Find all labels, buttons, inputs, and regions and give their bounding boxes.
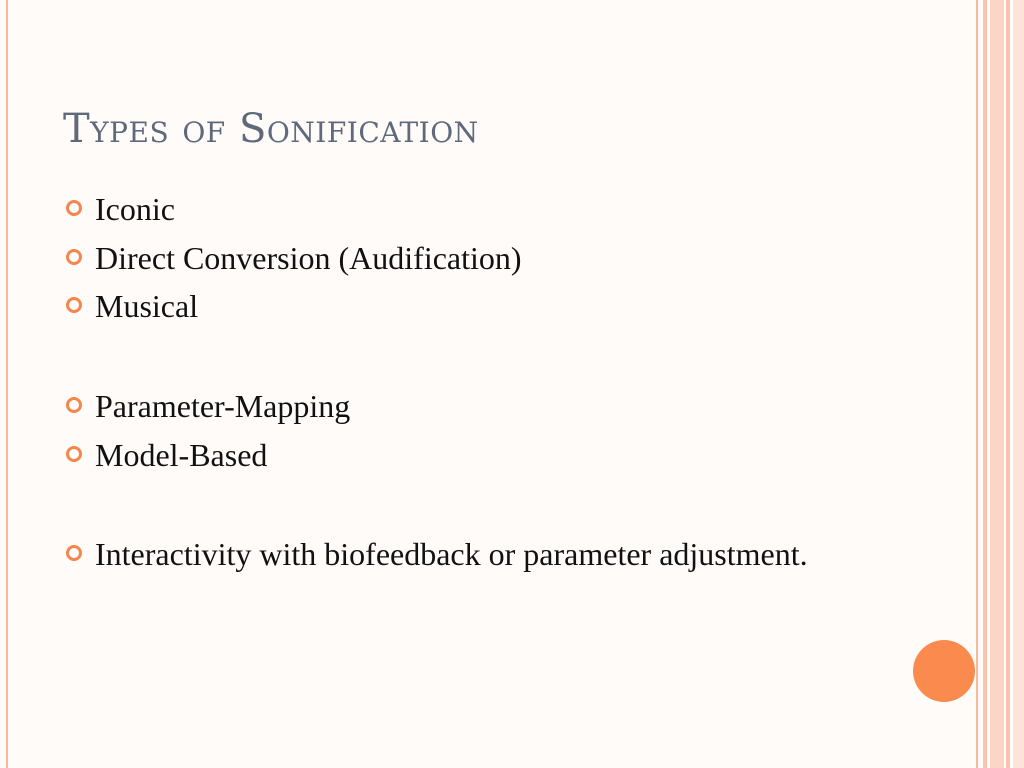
- bullet-text: Direct Conversion (Audification): [95, 240, 522, 276]
- bullet-text: Parameter-Mapping: [95, 388, 351, 424]
- circle-bullet-icon: [66, 545, 82, 561]
- bullet-item: [66, 386, 896, 426]
- bullet-item: [66, 238, 896, 278]
- circle-bullet-icon: [66, 297, 82, 313]
- circle-bullet-icon: [66, 397, 82, 413]
- circle-bullet-icon: [66, 200, 82, 216]
- bullet-text: Interactivity with biofeedback or parameter adjustment.: [95, 536, 808, 572]
- circle-bullet-icon: [66, 249, 82, 265]
- bullet-item: [66, 286, 896, 326]
- bullet-text: Iconic: [95, 191, 175, 227]
- bullet-text: Model-Based: [95, 437, 268, 473]
- bullet-item: [66, 534, 896, 574]
- slide-title: Types of Sonification: [63, 106, 479, 152]
- bullet-item: [66, 189, 896, 229]
- bullet-item: [66, 435, 896, 475]
- bullet-text: Musical: [95, 288, 199, 324]
- circle-bullet-icon: [66, 446, 82, 462]
